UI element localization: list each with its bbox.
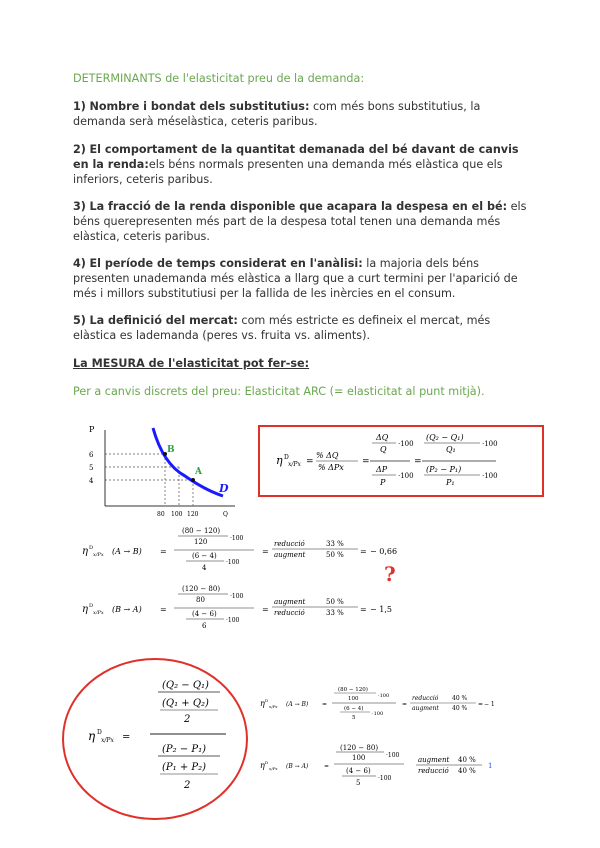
- determinant-4-text: la majoria dels béns presenten unademanda més elàstica a llarg que a curt termini per l'aparició de més i millors substitutiusi per la fallida de les inèrcies en el consum.: [73, 257, 518, 300]
- c3-eq1: =: [322, 701, 328, 708]
- determinant-1-num: 1): [73, 100, 86, 113]
- c3-words-top: reducció: [412, 695, 439, 702]
- c2-result: − 1,5: [370, 605, 392, 614]
- determinant-2-title: El comportament de la quantitat demanada del bé davant de canvis en la renda:: [73, 143, 519, 171]
- m-psum: (P₁ + P₂): [162, 762, 207, 773]
- c4-eq1: =: [324, 763, 330, 770]
- graph-y-tick-6: 6: [89, 451, 94, 459]
- f-pct-num: % ΔQ: [316, 451, 339, 460]
- c3-pct-bot: 40 %: [452, 705, 468, 712]
- determinant-5-title: La definició del mercat:: [89, 314, 238, 327]
- determinant-1-text: com més bons substitutius, la demanda serà méselàstica, ceteris paribus.: [73, 100, 481, 128]
- determinant-3-num: 3): [73, 200, 86, 213]
- c3-num-top: (80 − 120): [338, 687, 368, 693]
- c4-x100a: ·100: [386, 752, 400, 759]
- determinant-5-num: 5): [73, 314, 86, 327]
- c2-x100b: ·100: [226, 617, 240, 624]
- calc-a-to-b: [78, 524, 398, 576]
- f-eq3: =: [414, 457, 422, 467]
- c1-den-top: (6 − 4): [192, 552, 217, 560]
- c1-sup: D: [89, 545, 94, 551]
- c4-den-bot: 5: [356, 779, 361, 787]
- c2-eq1: =: [160, 605, 167, 614]
- c3-sup: D: [265, 698, 269, 703]
- m-lhs: η: [88, 729, 96, 743]
- graph-point-b: B: [167, 445, 175, 455]
- c2-words-top: augment: [274, 598, 306, 606]
- c3-den-top: (6 − 4): [344, 706, 364, 712]
- c1-words-bot: augment: [274, 551, 306, 559]
- c3-x100a: ·100: [378, 693, 390, 699]
- mesura-heading: La MESURA de l'elasticitat pot fer-se:: [73, 357, 310, 370]
- m-pdiff: (P₂ − P₁): [162, 744, 207, 755]
- determinant-2-text: els béns normals presenten una demanda més elàstica que els inferiors, ceteris paribus.: [73, 158, 503, 186]
- c3-eq2: =: [402, 701, 408, 708]
- c1-pct-top: 33 %: [326, 540, 344, 548]
- graph-x-tick-100: 100: [171, 511, 183, 518]
- c4-pct-bot: 40 %: [458, 767, 476, 775]
- c1-eq2: =: [262, 547, 269, 556]
- c2-lhs: η: [82, 604, 88, 615]
- m-two-b: 2: [184, 780, 191, 791]
- c3-den-bot: 5: [352, 715, 356, 721]
- f2-x100b: ·100: [482, 472, 498, 480]
- m-sub: x/Px: [101, 737, 114, 744]
- c4-words-bot: reducció: [418, 767, 449, 775]
- c2-sub: x/Px: [93, 610, 104, 616]
- c3-num-bot: 100: [348, 696, 359, 702]
- c3-arrow: (A → B): [286, 701, 309, 708]
- c2-den-bot: 6: [202, 622, 207, 630]
- c2-sup: D: [89, 603, 94, 609]
- demand-curve: [153, 428, 223, 496]
- c2-x100a: ·100: [230, 593, 244, 600]
- question-mark: ?: [384, 562, 396, 586]
- determinant-5-text: com més estricte es defineix el mercat, més elàstica es lademanda (peres vs. fruita vs. aliments).: [73, 314, 491, 342]
- c2-num-top: (120 − 80): [182, 585, 221, 593]
- c1-eq1: =: [160, 547, 167, 556]
- f-x100b: ·100: [398, 472, 414, 480]
- calc-mid-a-to-b: [258, 684, 498, 724]
- m-eq: =: [122, 732, 131, 743]
- c2-num-bot: 80: [196, 596, 205, 604]
- c3-sub: x/Px: [269, 704, 278, 709]
- determinant-2-num: 2): [73, 143, 86, 156]
- determinant-4-title: El període de temps considerat en l'anàlisi:: [89, 257, 363, 270]
- calc-mid-b-to-a: [258, 742, 498, 792]
- m-qsum: (Q₁ + Q₂): [162, 698, 209, 709]
- c1-words-top: reducció: [274, 540, 305, 548]
- graph-y-label: P: [89, 425, 95, 434]
- c4-words-top: augment: [418, 756, 450, 764]
- c1-arrow: (A → B): [112, 547, 142, 556]
- f2-qdiff: (Q₂ − Q₁): [426, 433, 464, 442]
- determinant-2: [73, 142, 533, 187]
- c2-eq2: =: [262, 605, 269, 614]
- c3-words-bot: augment: [412, 705, 439, 712]
- f2-q1: Q₁: [446, 445, 456, 454]
- determinant-3-title: La fracció de la renda disponible que acapara la despesa en el bé:: [89, 200, 508, 213]
- graph-curve-label: D: [219, 482, 229, 495]
- c4-x100b: ·100: [378, 775, 392, 782]
- c1-lhs: η: [82, 546, 88, 557]
- f-x100a: ·100: [398, 440, 414, 448]
- c4-pct-top: 40 %: [458, 756, 476, 764]
- determinant-1: [73, 99, 533, 129]
- f2-p1: P₁: [446, 478, 455, 487]
- c1-eq3: =: [360, 547, 367, 556]
- determinant-5: [73, 313, 533, 343]
- c1-x100b: ·100: [226, 559, 240, 566]
- c3-result: − 1: [484, 701, 495, 708]
- calc-b-to-a: [78, 582, 398, 634]
- c1-pct-bot: 50 %: [326, 551, 344, 559]
- c2-eq3: =: [360, 605, 367, 614]
- c3-pct-top: 40 %: [452, 695, 468, 702]
- c1-num-top: (80 − 120): [182, 527, 221, 535]
- midpoint-formula: [86, 672, 236, 804]
- determinant-3-text: els béns querepresenten més part de la despesa total tenen una demanda més elàstica, ceteris paribus.: [73, 200, 527, 243]
- m-sup: D: [97, 729, 102, 736]
- c4-lhs: η: [260, 761, 265, 770]
- f-pct-den: % ΔPx: [318, 463, 344, 472]
- c4-den-top: (4 − 6): [346, 767, 371, 775]
- graph-y-tick-5: 5: [89, 464, 94, 472]
- determinant-4: [73, 256, 533, 301]
- m-two-a: 2: [184, 714, 191, 725]
- c2-den-top: (4 − 6): [192, 610, 217, 618]
- c2-pct-top: 50 %: [326, 598, 344, 606]
- c2-arrow: (B → A): [112, 605, 142, 614]
- c4-num-top: (120 − 80): [340, 744, 379, 752]
- graph-x-tick-120: 120: [187, 511, 199, 518]
- f-q: Q: [380, 445, 387, 454]
- f-dp: ΔP: [376, 465, 388, 474]
- f-lhs-sub: x/Px: [288, 461, 301, 468]
- c4-num-bot: 100: [352, 754, 366, 762]
- f-eq1: =: [306, 457, 314, 467]
- c4-arrow: (B → A): [286, 763, 309, 770]
- c4-result: 1: [488, 762, 493, 770]
- graph-point-a-marker: [191, 478, 195, 482]
- c2-pct-bot: 33 %: [326, 609, 344, 617]
- c3-eq3: =: [478, 701, 484, 708]
- c1-result: − 0,66: [370, 547, 398, 556]
- demand-graph: [85, 420, 245, 520]
- c3-x100b: ·100: [372, 711, 384, 717]
- c1-x100a: ·100: [230, 535, 244, 542]
- graph-x-tick-80: 80: [157, 511, 165, 518]
- determinant-1-title: Nombre i bondat dels substitutius:: [89, 100, 310, 113]
- c4-sub: x/Px: [269, 766, 278, 771]
- determinants-heading: DETERMINANTS de l'elasticitat preu de la demanda:: [73, 72, 365, 85]
- determinant-4-num: 4): [73, 257, 86, 270]
- f2-x100a: ·100: [482, 440, 498, 448]
- f-eq2: =: [362, 457, 370, 467]
- f2-pdiff: (P₂ − P₁): [426, 465, 462, 474]
- c4-sup: D: [265, 760, 269, 765]
- f-lhs-sup: D: [284, 454, 289, 461]
- determinant-3: [73, 199, 533, 244]
- arc-formula: [262, 428, 538, 490]
- graph-point-a: A: [195, 467, 202, 477]
- arc-elasticity-line: Per a canvis discrets del preu: Elasticitat ARC (= elasticitat al punt mitjà).: [73, 385, 485, 398]
- graph-x-label: Q: [223, 511, 228, 518]
- m-qdiff: (Q₂ − Q₁): [162, 680, 209, 691]
- f-lhs: η: [276, 454, 283, 467]
- c1-sub: x/Px: [93, 552, 104, 558]
- f-p: P: [380, 478, 386, 487]
- c2-words-bot: reducció: [274, 609, 305, 617]
- c1-den-bot: 4: [202, 564, 207, 572]
- c1-num-bot: 120: [194, 538, 208, 546]
- c3-lhs: η: [260, 699, 265, 708]
- f-dq: ΔQ: [376, 433, 389, 442]
- graph-y-tick-4: 4: [89, 477, 94, 485]
